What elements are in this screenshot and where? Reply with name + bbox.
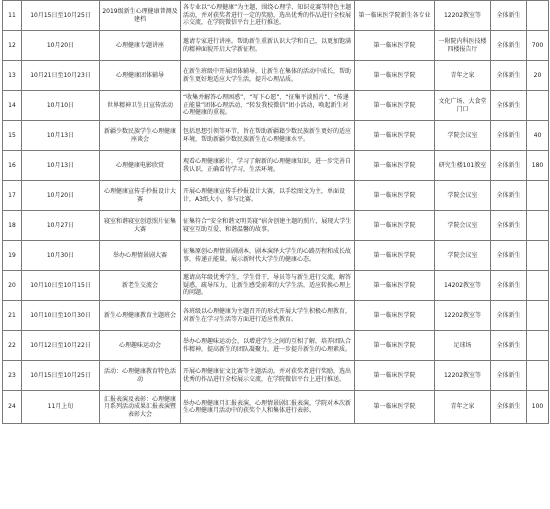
row-date: 10月30日 [22, 241, 100, 271]
row-activity-description: 各班级以心理健康为主题召开的形式开展大学生积极心理教育，对新生在学习生活等方面进行适应性教育。 [181, 301, 355, 331]
row-audience: 全体新生 [491, 331, 527, 361]
row-activity-name: 心理健康团体辅导 [100, 61, 181, 91]
row-organizer: 第一临床医学院 [355, 181, 435, 211]
row-activity-description: 邀请高年级优秀学生，学生骨干，导员等与新生进行交流，解答疑惑，疏导压力，让新生感受前辈的大学生活，适应转换心理上的问题。 [181, 271, 355, 301]
row-activity-description: 观看心理健康影片，学习了解新的心理健康知识，进一步完善自我认识，正确看待学习，生活环境。 [181, 151, 355, 181]
table-row [3, 331, 549, 361]
table-body [3, 1, 549, 424]
row-activity-name: 心理健康专题讲座 [100, 31, 181, 61]
row-venue: 12202教室等 [435, 361, 491, 391]
row-audience: 全体新生 [491, 361, 527, 391]
table-row [3, 271, 549, 301]
row-venue: 一附院内科医技楼四楼报告厅 [435, 31, 491, 61]
row-activity-name: 心理健康宣传手抄报设计大赛 [100, 181, 181, 211]
row-activity-name: 新老生交流会 [100, 271, 181, 301]
row-activity-description: 在新生班级中开展团体辅导，让新生在集体的活动中成长，帮助新生更好地适应大学生活，提升心理品质。 [181, 61, 355, 91]
row-date: 10月13日 [22, 151, 100, 181]
row-date: 10月15日至10月25日 [22, 1, 100, 31]
row-activity-description: 征集符合“安全和谐文明美寝”宿舍创建主题的照片，展现大学生寝室互助互爱、和谐温馨的故事。 [181, 211, 355, 241]
table-row [3, 31, 549, 61]
row-date: 10月20日 [22, 31, 100, 61]
row-audience: 全体新生 [491, 211, 527, 241]
row-organizer: 第一临床医学院 [355, 121, 435, 151]
row-participant-count [527, 301, 549, 331]
row-number: 13 [3, 61, 22, 91]
row-date: 10月10日 [22, 91, 100, 121]
row-activity-description: 包括思想引领等环节，旨在帮助新疆籍少数民族新生更好的适应环境，帮助新疆少数民族新生在心理健康水平。 [181, 121, 355, 151]
row-organizer: 第一临床医学院 [355, 241, 435, 271]
row-activity-name: 新疆少数民族学生心理健康座谈会 [100, 121, 181, 151]
row-organizer: 第一临床医学院 [355, 31, 435, 61]
row-date: 10月27日 [22, 211, 100, 241]
row-number: 15 [3, 121, 22, 151]
row-venue: 12202教室等 [435, 1, 491, 31]
row-number: 19 [3, 241, 22, 271]
table-row [3, 361, 549, 391]
row-number: 21 [3, 301, 22, 331]
row-organizer: 第一临床医学院 [355, 211, 435, 241]
row-participant-count: 180 [527, 151, 549, 181]
table-row [3, 211, 549, 241]
table-row [3, 151, 549, 181]
row-date: 10月13日 [22, 121, 100, 151]
row-audience: 全体新生 [491, 61, 527, 91]
row-venue: 14202教室等 [435, 271, 491, 301]
row-number: 12 [3, 31, 22, 61]
row-participant-count [527, 211, 549, 241]
row-participant-count [527, 361, 549, 391]
activity-schedule-table [2, 0, 549, 424]
row-date: 11月上旬 [22, 391, 100, 424]
row-number: 14 [3, 91, 22, 121]
row-participant-count [527, 1, 549, 31]
row-organizer: 第一临床医学院 [355, 361, 435, 391]
row-organizer: 第一临床医学院新生各专业 [355, 1, 435, 31]
row-venue: 学院会议室 [435, 241, 491, 271]
row-venue: 青年之家 [435, 391, 491, 424]
row-number: 20 [3, 271, 22, 301]
row-participant-count [527, 91, 549, 121]
row-activity-description: 各专业以“心理健康”为主题，围绕心理学、知识竞赛等特色主题活动，并对获奖者进行一定的奖励，选出优秀的作品进行全校展示交流，在学院微信平台上进行推送。 [181, 1, 355, 31]
row-activity-name: 活动：心理健康教育特色活动 [100, 361, 181, 391]
row-number: 22 [3, 331, 22, 361]
row-activity-description: 邀请专家进行讲座，帮助新生重新认识大学和自己，以更加饱满的精神面貌开启大学新征程。 [181, 31, 355, 61]
row-organizer: 第一临床医学院 [355, 391, 435, 424]
row-organizer: 第一临床医学院 [355, 271, 435, 301]
row-activity-name: 心理趣味运动会 [100, 331, 181, 361]
row-date: 10月15日至10月25日 [22, 361, 100, 391]
table-row [3, 61, 549, 91]
row-number: 23 [3, 361, 22, 391]
row-participant-count [527, 331, 549, 361]
row-organizer: 第一临床医学院 [355, 91, 435, 121]
table-row [3, 121, 549, 151]
row-activity-description: 征集原创心理情景剧剧本，剧本演绎大学生的心路历程和成长故事，传递正能量，展示新时代大学生的健康心态。 [181, 241, 355, 271]
row-organizer: 第一临床医学院 [355, 61, 435, 91]
row-date: 10月12日至10月22日 [22, 331, 100, 361]
row-audience: 全体新生 [491, 31, 527, 61]
row-audience: 全体新生 [491, 301, 527, 331]
row-participant-count: 100 [527, 391, 549, 424]
row-venue: 学院会议室 [435, 211, 491, 241]
row-date: 10月21日至10月23日 [22, 61, 100, 91]
row-venue: 12202教室等 [435, 301, 491, 331]
row-participant-count: 700 [527, 31, 549, 61]
row-activity-description: “收集并解答心理困惑”、“写下心愿”、“征集平淡照片”、“传递正能量”团体心理活动、“转发我校微信”团小活动，唤起新生对心理健康的重视。 [181, 91, 355, 121]
row-venue: 青年之家 [435, 61, 491, 91]
row-audience: 全体新生 [491, 181, 527, 211]
table-row [3, 1, 549, 31]
row-number: 18 [3, 211, 22, 241]
row-activity-name: 心理健康电影欣赏 [100, 151, 181, 181]
row-audience: 全体新生 [491, 121, 527, 151]
row-venue: 学院会议室 [435, 121, 491, 151]
row-organizer: 第一临床医学院 [355, 301, 435, 331]
row-activity-name: 世界精神卫生日宣传活动 [100, 91, 181, 121]
row-number: 11 [3, 1, 22, 31]
row-venue: 文化广场、大食堂门口 [435, 91, 491, 121]
row-activity-name: 寝室和谐寝室创意照片征集大赛 [100, 211, 181, 241]
row-audience: 全体新生 [491, 241, 527, 271]
row-audience: 全体新生 [491, 1, 527, 31]
row-venue: 研究生楼101教室 [435, 151, 491, 181]
row-activity-name: 新生心理健康教育主题班会 [100, 301, 181, 331]
table-row [3, 241, 549, 271]
table-row [3, 301, 549, 331]
row-activity-description: 举办心理健康月汇报表演，心理情景剧汇报表演，学院对本次新生心理健康月活动中的获奖个人和集体进行表彰。 [181, 391, 355, 424]
row-venue: 足球场 [435, 331, 491, 361]
row-audience: 全体新生 [491, 271, 527, 301]
row-activity-name: 举办心理情景剧大赛 [100, 241, 181, 271]
row-number: 17 [3, 181, 22, 211]
row-participant-count: 20 [527, 61, 549, 91]
row-activity-description: 开展心理健康征文比赛等主题活动，并对获奖者进行奖励，选出优秀的作品进行全校展示交流，在学院微信平台上进行推送。 [181, 361, 355, 391]
row-participant-count: 40 [527, 121, 549, 151]
row-number: 24 [3, 391, 22, 424]
row-date: 10月10日至10月30日 [22, 301, 100, 331]
row-participant-count [527, 181, 549, 211]
row-number: 16 [3, 151, 22, 181]
table-row [3, 391, 549, 424]
row-date: 10月20日 [22, 181, 100, 211]
row-activity-name: 汇报表演及表彰：心理健康月系列活动成果汇报表演暨表彰大会 [100, 391, 181, 424]
row-activity-description: 开展心理健康宣传手抄报设计大赛，以手绘图文为主，单面设计，A3纸大小，参与比赛。 [181, 181, 355, 211]
row-organizer: 第一临床医学院 [355, 331, 435, 361]
row-audience: 全体新生 [491, 151, 527, 181]
row-activity-description: 举办心理趣味运动会，以增进学生之间的互相了解，培养团队合作精神，提高新生的团队凝聚力，进一步提升新生的心理素质。 [181, 331, 355, 361]
row-audience: 全体新生 [491, 91, 527, 121]
row-activity-name: 2019级新生心理健康普测及建档 [100, 1, 181, 31]
table-row [3, 91, 549, 121]
row-date: 10月10日至10月15日 [22, 271, 100, 301]
row-audience: 全体新生 [491, 391, 527, 424]
table-row [3, 181, 549, 211]
row-participant-count [527, 271, 549, 301]
row-venue: 学院会议室 [435, 181, 491, 211]
row-organizer: 第一临床医学院 [355, 151, 435, 181]
row-participant-count [527, 241, 549, 271]
